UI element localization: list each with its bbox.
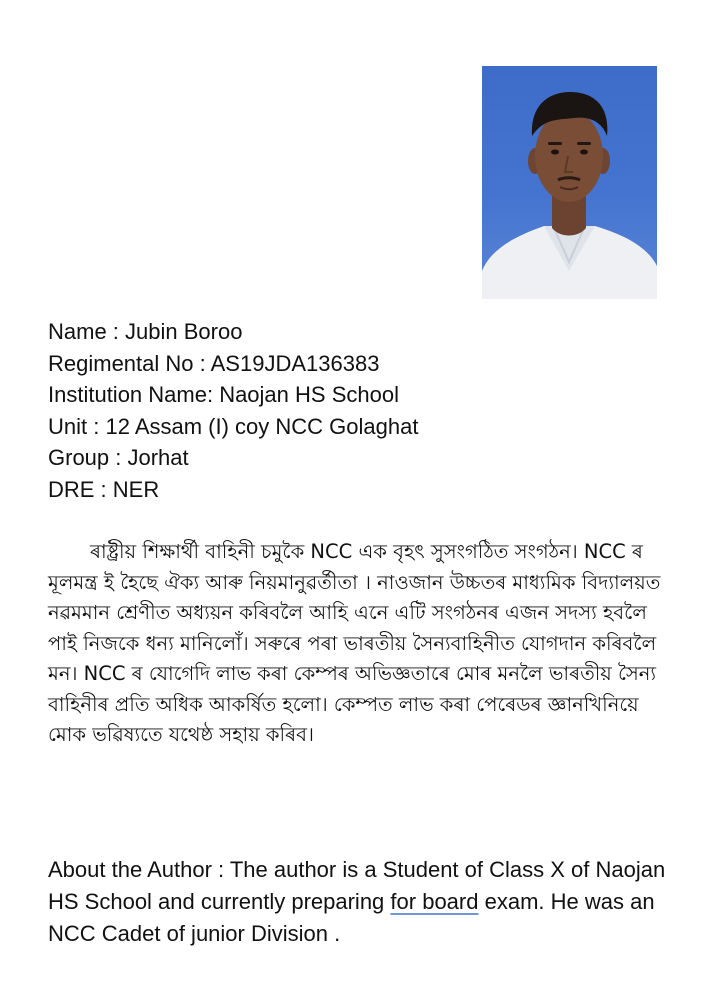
author-photo xyxy=(482,66,657,299)
portrait-illustration xyxy=(482,66,657,299)
about-text-end: exam. He was an NCC Cadet of junior Division . xyxy=(48,889,655,946)
group-line: Group : Jorhat xyxy=(48,445,189,471)
regimental-no-line: Regimental No : AS19JDA136383 xyxy=(48,350,380,376)
about-text-start: About the Author : The author is a Student of Class X of Naojan HS School and currently preparing xyxy=(48,857,666,914)
underlined-phrase: for board xyxy=(390,889,479,914)
dre-line: DRE : NER xyxy=(48,476,160,502)
cadet-details xyxy=(48,316,418,506)
about-the-author xyxy=(48,854,678,950)
assamese-paragraph: ৰাষ্ট্ৰীয় শিক্ষাৰ্থী বাহিনী চমুকৈ NCC এক বৃহৎ সুসংগঠিত সংগঠন। NCC ৰ মূলমন্ত্ৰ ই হৈছে ঐক্য আৰু নিয়মানুৱৰ্তীতা । নাওজান উচ্চতৰ মাধ্যমিক বিদ্যালয়ত নৱমমান শ্ৰেণীত অধ্যয়ন কৰিবলৈ আহি এনে এটি সংগঠনৰ এজন সদস্য হবলৈ পাই নিজকে ধন্য মানিলোঁ। সৰুৰে পৰা ভাৰতীয় সৈন্যবাহিনীত যোগদান কৰিবলৈ মন। NCC ৰ যোগেদি লাভ কৰা কেম্পৰ অভিজ্ঞতাৰে মোৰ মনলৈ ভাৰতীয় সৈন্য বাহিনীৰ প্ৰতি অধিক আকৰ্ষিত হলো। কেম্পত লাভ কৰা পেৰেডৰ জ্ঞানখিনিয়ে মোক ভৱিষ্যতে যথেষ্ঠ সহায় কৰিব। xyxy=(48,540,661,746)
name-line: Name : Jubin Boroo xyxy=(48,319,243,344)
unit-line: Unit : 12 Assam (I) coy NCC Golaghat xyxy=(48,413,419,439)
institution-line: Institution Name: Naojan HS School xyxy=(48,382,399,408)
